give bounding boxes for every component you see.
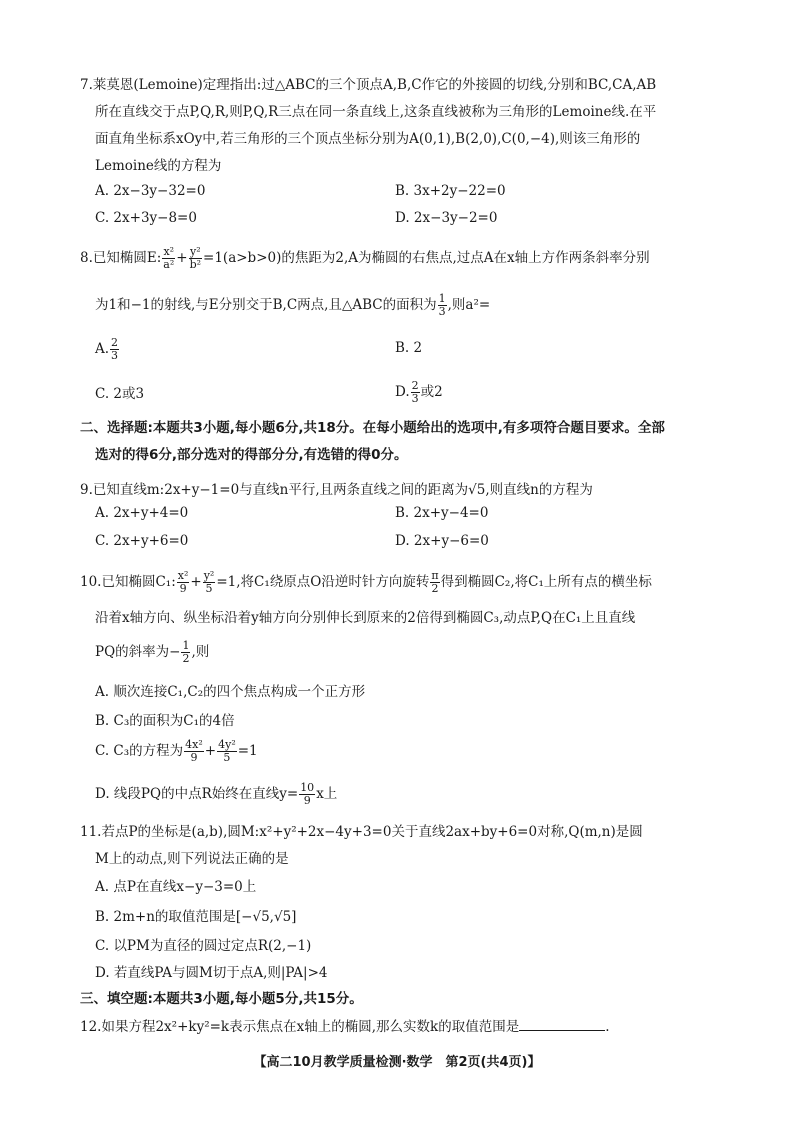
q7-option-a: A. 2x−3y−32=0 — [95, 183, 206, 199]
q8-stem-start: 8.已知椭圆E: — [80, 250, 162, 266]
q10-fraction-y: $\frac{\text{y²}}{5}$ — [203, 569, 215, 595]
q8-line-2: 为1和−1的射线,与E分别交于B,C两点,且△ABC的面积为 $\frac{1}{3}$ ,则a²= — [95, 292, 491, 318]
q7-line-3: 面直角坐标系xOy中,若三角形的三个顶点坐标分别为A(0,1),B(2,0),C(0,−4),则该三角形的 — [95, 131, 641, 147]
q12-answer-blank[interactable] — [519, 1016, 605, 1031]
q8-fraction-area: $\frac{1}{3}$ — [438, 292, 446, 318]
q8-line-1: 8.已知椭圆E: $\frac{\text{x²}}{\text{a²}}$ + $\frac{\text{y²}}{\text{b²}}$ =1(a>b>0)的焦距为2,A为椭圆的右焦点,过点A在x轴上方作两条斜率分别 — [80, 245, 650, 271]
q8-option-c: C. 2或3 — [95, 386, 145, 402]
q10-option-c: C. C₃的方程为 $\frac{\text{4x²}}{9}$ + $\frac{\text{4y²}}{5}$ =1 — [95, 738, 258, 764]
q8-fraction-y: $\frac{\text{y²}}{\text{b²}}$ — [189, 245, 202, 271]
q10-option-d-fraction: $\frac{10}{9}$ — [300, 781, 315, 807]
q12-stem: 12.如果方程2x²+ky²=k表示焦点在x轴上的椭圆,那么实数k的取值范围是 — [80, 1019, 520, 1035]
q10-fraction-angle: $\frac{\pi}{2}$ — [431, 569, 439, 595]
q7-line-1: 7.莱莫恩(Lemoine)定理指出:过△ABC的三个顶点A,B,C作它的外接圆的切线,分别和BC,CA,AB — [80, 77, 657, 93]
q11-line-1: 11.若点P的坐标是(a,b),圆M:x²+y²+2x−4y+3=0关于直线2ax+by+6=0对称,Q(m,n)是圆 — [80, 824, 643, 840]
q11-option-d: D. 若直线PA与圆M切于点A,则|PA|>4 — [95, 965, 328, 981]
question-12: 12.如果方程2x²+ky²=k表示焦点在x轴上的椭圆,那么实数k的取值范围是 . — [80, 1015, 610, 1035]
q7-option-b: B. 3x+2y−22=0 — [395, 183, 506, 199]
q10-fraction-x: $\frac{\text{x²}}{9}$ — [177, 569, 189, 595]
q10-option-a: A. 顺次连接C₁,C₂的四个焦点构成一个正方形 — [95, 684, 366, 700]
q10-option-d: D. 线段PQ的中点R始终在直线y= $\frac{10}{9}$ x上 — [95, 781, 338, 807]
q7-line-4: Lemoine线的方程为 — [95, 158, 222, 174]
q10-option-b: B. C₃的面积为C₁的4倍 — [95, 713, 235, 729]
page-footer: 【高二10月教学质量检测·数学 第2页(共4页)】 — [253, 1055, 541, 1070]
q8-option-a-fraction: $\frac{2}{3}$ — [111, 336, 119, 362]
q10-line-3: PQ的斜率为− $\frac{1}{2}$ ,则 — [95, 639, 210, 665]
q9-option-a: A. 2x+y+4=0 — [95, 505, 189, 521]
q8-option-d: D. $\frac{2}{3}$ 或2 — [395, 379, 443, 405]
section-3-header: 三、填空题:本题共3小题,每小题5分,共15分。 — [80, 991, 363, 1007]
q10-option-c-fraction-x: $\frac{\text{4x²}}{9}$ — [185, 738, 203, 764]
q9-option-d: D. 2x+y−6=0 — [395, 533, 489, 549]
q9-option-b: B. 2x+y−4=0 — [395, 505, 489, 521]
q11-option-c: C. 以PM为直径的圆过定点R(2,−1) — [95, 938, 312, 954]
section-2-header — [80, 415, 730, 469]
q8-fraction-x: $\frac{\text{x²}}{\text{a²}}$ — [163, 245, 175, 271]
section-2-line-1: 二、选择题:本题共3小题,每小题6分,共18分。在每小题给出的选项中,有多项符合题目要求。全部 — [80, 420, 665, 436]
q9-option-c: C. 2x+y+6=0 — [95, 533, 189, 549]
section-2-line-2: 选对的得6分,部分选对的得部分分,有选错的得0分。 — [95, 447, 408, 463]
q7-line-2: 所在直线交于点P,Q,R,则P,Q,R三点在同一条直线上,这条直线被称为三角形的Lemoine线.在平 — [95, 104, 657, 120]
q7-option-d: D. 2x−3y−2=0 — [395, 210, 498, 226]
q10-option-c-fraction-y: $\frac{\text{4y²}}{5}$ — [218, 738, 236, 764]
q11-line-2: M上的动点,则下列说法正确的是 — [95, 851, 289, 867]
q9-stem: 9.已知直线m:2x+y−1=0与直线n平行,且两条直线之间的距离为√5,则直线n的方程为 — [80, 482, 593, 498]
q7-option-c: C. 2x+3y−8=0 — [95, 210, 197, 226]
q8-stem-end: =1(a>b>0)的焦距为2,A为椭圆的右焦点,过点A在x轴上方作两条斜率分别 — [203, 250, 650, 266]
question-7 — [80, 72, 720, 180]
q8-option-b: B. 2 — [395, 340, 423, 356]
q8-option-d-fraction: $\frac{2}{3}$ — [411, 379, 419, 405]
q10-line-2: 沿着x轴方向、纵坐标沿着y轴方向分别伸长到原来的2倍得到椭圆C₃,动点P,Q在C₁上且直线 — [95, 610, 636, 626]
q10-line-1: 10.已知椭圆C₁: $\frac{\text{x²}}{9}$ + $\frac{\text{y²}}{5}$ =1,将C₁绕原点O沿逆时针方向旋转 $\frac{\pi}{2}$ 得到椭圆C₂,将C₁上所有点的横坐标 — [80, 569, 652, 595]
q11-option-a: A. 点P在直线x−y−3=0上 — [95, 879, 257, 895]
q11-option-b: B. 2m+n的取值范围是[−√5,√5] — [95, 909, 297, 925]
q8-option-a: A. $\frac{2}{3}$ — [95, 336, 119, 362]
q10-fraction-slope: $\frac{1}{2}$ — [182, 639, 190, 665]
